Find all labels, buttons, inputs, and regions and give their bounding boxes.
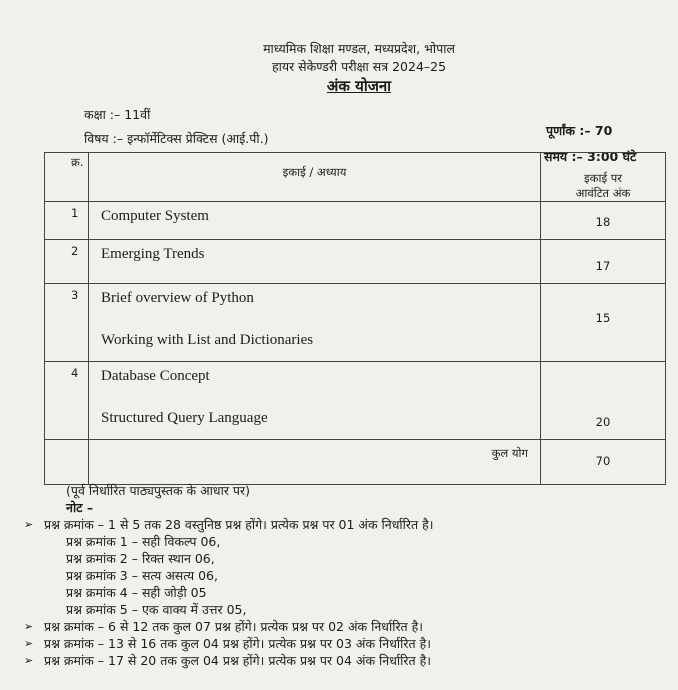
unit-title: Database Concept bbox=[101, 368, 210, 384]
note-line bbox=[44, 567, 433, 584]
header-marks-line1: इकाई पर bbox=[584, 171, 622, 185]
table-row bbox=[45, 284, 666, 362]
row-marks: 15 bbox=[541, 284, 666, 362]
row-sn: 2 bbox=[45, 240, 89, 284]
note-text: प्रश्न क्रमांक – 13 से 16 तक कुल 04 प्रश्न होंगे। प्रत्येक प्रश्न पर 03 अंक निर्धारित है। bbox=[44, 636, 431, 651]
header-unit: इकाई / अध्याय bbox=[89, 153, 541, 202]
max-marks-label: पूर्णांक :– 70 bbox=[546, 123, 613, 138]
note-line bbox=[24, 652, 433, 669]
arrow-bullet-icon: ➢ bbox=[24, 518, 34, 531]
header-marks bbox=[541, 153, 666, 202]
row-unit bbox=[89, 284, 541, 362]
note-text: प्रश्न क्रमांक – 1 से 5 तक 28 वस्तुनिष्ठ प्रश्न होंगे। प्रत्येक प्रश्न पर 01 अंक निर्धारित है। bbox=[44, 517, 434, 532]
note-line bbox=[24, 618, 433, 635]
header-marks-line2: आवंटित अंक bbox=[575, 186, 631, 200]
note-text: प्रश्न क्रमांक 3 – सत्य असत्य 06, bbox=[66, 568, 218, 583]
note-line bbox=[24, 516, 434, 533]
unit-title: Emerging Trends bbox=[101, 246, 205, 262]
unit-title: Working with List and Dictionaries bbox=[101, 332, 314, 348]
total-value: 70 bbox=[541, 440, 666, 485]
header-sn: क्र. bbox=[45, 153, 89, 202]
row-sn: 4 bbox=[45, 362, 89, 440]
arrow-bullet-icon: ➢ bbox=[24, 637, 34, 650]
row-unit bbox=[89, 240, 541, 284]
unit-title: Computer System bbox=[101, 208, 209, 224]
notes-section bbox=[24, 482, 434, 669]
note-text: प्रश्न क्रमांक 1 – सही विकल्प 06, bbox=[66, 534, 221, 549]
row-sn: 1 bbox=[45, 202, 89, 240]
page-title: अंक योजना bbox=[326, 77, 392, 95]
arrow-bullet-icon: ➢ bbox=[24, 654, 34, 667]
table-row bbox=[45, 240, 666, 284]
row-marks: 20 bbox=[541, 362, 666, 440]
note-line bbox=[44, 533, 433, 550]
note-text: प्रश्न क्रमांक 2 – रिक्त स्थान 06, bbox=[66, 551, 215, 566]
note-line bbox=[24, 635, 433, 652]
exam-session: हायर सेकेण्डरी परीक्षा सत्र 2024–25 bbox=[271, 59, 447, 74]
note-text: प्रश्न क्रमांक 4 – सही जोड़ी 05 bbox=[66, 585, 207, 600]
subject-label: विषय :– इन्फॉर्मेटिक्स प्रेक्टिस (आई.पी.) bbox=[84, 131, 269, 146]
table-row bbox=[45, 202, 666, 240]
marks-table bbox=[44, 152, 666, 485]
table-total-row bbox=[45, 440, 666, 485]
total-empty-cell bbox=[45, 440, 89, 485]
note-line bbox=[44, 584, 433, 601]
textbook-note: (पूर्व निर्धारित पाठ्यपुस्तक के आधार पर) bbox=[66, 483, 251, 498]
arrow-bullet-icon: ➢ bbox=[24, 620, 34, 633]
note-text: प्रश्न क्रमांक – 17 से 20 तक कुल 04 प्रश्न होंगे। प्रत्येक प्रश्न पर 04 अंक निर्धारित है। bbox=[44, 653, 431, 668]
time-label: समय :– 3:00 घंटे bbox=[544, 149, 637, 164]
note-line bbox=[44, 550, 433, 567]
note-line bbox=[44, 601, 433, 618]
class-label: कक्षा :– 11वीं bbox=[84, 107, 151, 122]
row-unit bbox=[89, 202, 541, 240]
unit-title: Structured Query Language bbox=[101, 410, 268, 426]
note-text: प्रश्न क्रमांक 5 – एक वाक्य में उत्तर 05, bbox=[66, 602, 247, 617]
table-row bbox=[45, 362, 666, 440]
total-label: कुल योग bbox=[89, 440, 541, 485]
row-unit bbox=[89, 362, 541, 440]
note-lines bbox=[24, 516, 434, 669]
note-text: प्रश्न क्रमांक – 6 से 12 तक कुल 07 प्रश्न होंगे। प्रत्येक प्रश्न पर 02 अंक निर्धारित है। bbox=[44, 619, 424, 634]
notes-heading: नोट – bbox=[66, 500, 94, 515]
row-marks: 17 bbox=[541, 240, 666, 284]
row-sn: 3 bbox=[45, 284, 89, 362]
row-marks: 18 bbox=[541, 202, 666, 240]
unit-title: Brief overview of Python bbox=[101, 290, 254, 306]
board-name: माध्यमिक शिक्षा मण्डल, मध्यप्रदेश, भोपाल bbox=[263, 41, 455, 56]
table-header-row bbox=[45, 153, 666, 202]
